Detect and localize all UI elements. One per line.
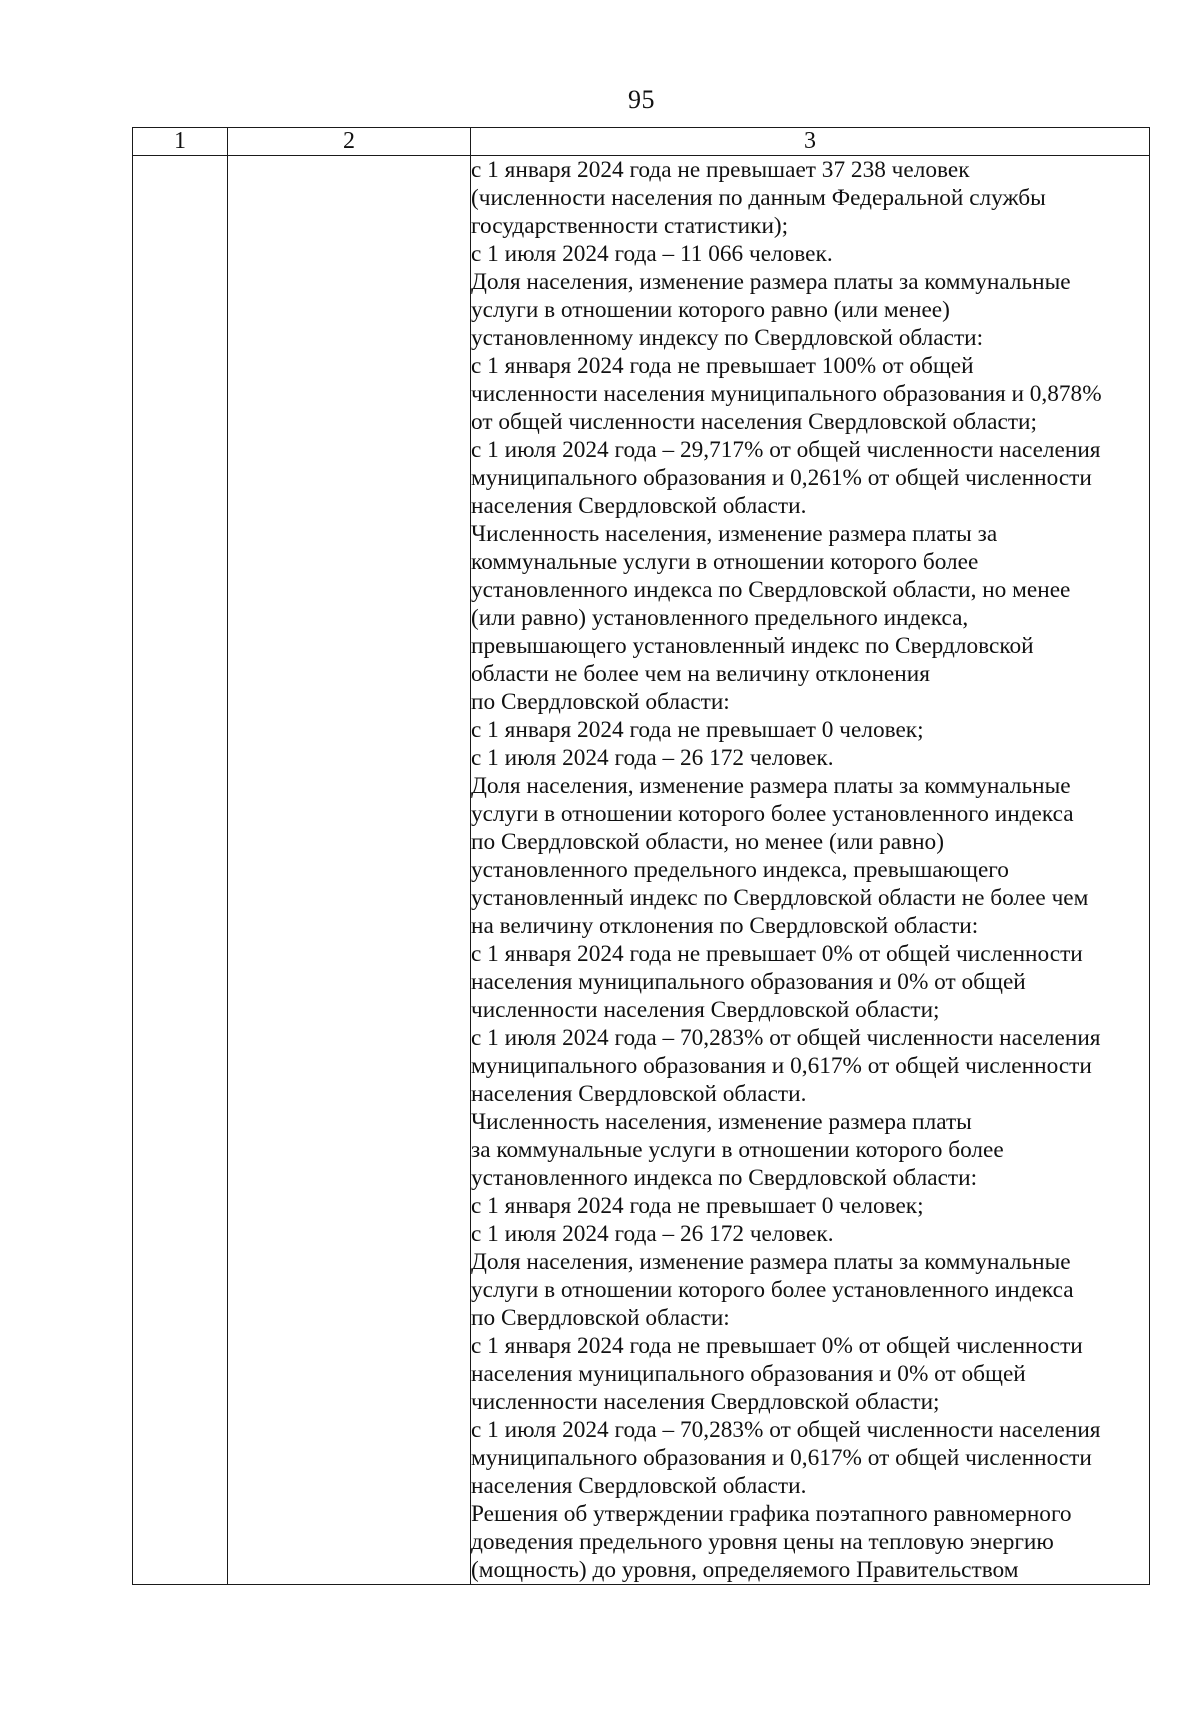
text-line: установленному индексу по Свердловской области: [471,325,984,351]
column-header-1: 1 [133,128,228,156]
text-line: Доля населения, изменение размера платы за коммунальные [471,269,1071,295]
text-line: с 1 июля 2024 года – 29,717% от общей численности населения [471,437,1101,463]
table-row [133,156,1150,1585]
text-line: численности населения Свердловской области; [471,997,940,1023]
table-cell-column-1 [133,156,228,1585]
text-line: доведения предельного уровня цены на тепловую энергию [471,1529,1054,1555]
text-line: установленного индекса по Свердловской области, но менее [471,577,1071,603]
text-line: муниципального образования и 0,617% от общей численности [471,1053,1092,1079]
text-line: установленного предельного индекса, превышающего [471,857,1009,883]
text-line: услуги в отношении которого более установленного индекса [471,801,1074,827]
text-line: Решения об утверждении графика поэтапного равномерного [471,1501,1072,1527]
text-line: услуги в отношении которого более установленного индекса [471,1277,1074,1303]
text-line: населения муниципального образования и 0% от общей [471,1361,1026,1387]
text-line: коммунальные услуги в отношении которого более [471,549,979,575]
table-cell-column-2 [228,156,471,1585]
text-line: области не более чем на величину отклонения [471,661,930,687]
text-line: превышающего установленный индекс по Свердловской [471,633,1034,659]
table-cell-column-3 [471,156,1150,1585]
document-table [132,127,1150,1585]
text-line: установленный индекс по Свердловской области не более чем [471,885,1089,911]
text-line: от общей численности населения Свердловской области; [471,409,1037,435]
column-3-text [471,156,1149,1584]
column-header-3: 3 [471,128,1150,156]
text-line: населения муниципального образования и 0% от общей [471,969,1026,995]
text-line: с 1 января 2024 года не превышает 37 238 человек [471,157,970,183]
text-line: (или равно) установленного предельного индекса, [471,605,969,631]
text-line: с 1 января 2024 года не превышает 0% от общей численности [471,941,1083,967]
text-line: на величину отклонения по Свердловской области: [471,913,979,939]
text-line: с 1 июля 2024 года – 26 172 человек. [471,1221,834,1247]
text-line: населения Свердловской области. [471,493,807,519]
text-line: с 1 января 2024 года не превышает 100% от общей [471,353,974,379]
text-line: с 1 июля 2024 года – 70,283% от общей численности населения [471,1025,1101,1051]
page-number: 95 [628,85,655,114]
text-line: по Свердловской области: [471,1305,730,1331]
text-line: с 1 июля 2024 года – 70,283% от общей численности населения [471,1417,1101,1443]
table-header-row [133,128,1150,156]
text-line: услуги в отношении которого равно (или менее) [471,297,950,323]
text-line: государственности статистики); [471,213,789,239]
text-line: с 1 января 2024 года не превышает 0 человек; [471,1193,924,1219]
text-line: численности населения муниципального образования и 0,878% [471,381,1102,407]
column-header-2: 2 [228,128,471,156]
text-line: населения Свердловской области. [471,1473,807,1499]
text-line: Доля населения, изменение размера платы за коммунальные [471,773,1071,799]
text-line: населения Свердловской области. [471,1081,807,1107]
text-line: с 1 июля 2024 года – 11 066 человек. [471,241,833,267]
text-line: Доля населения, изменение размера платы за коммунальные [471,1249,1071,1275]
text-line: по Свердловской области: [471,689,730,715]
text-line: по Свердловской области, но менее (или равно) [471,829,944,855]
text-line: с 1 января 2024 года не превышает 0 человек; [471,717,924,743]
text-line: с 1 января 2024 года не превышает 0% от общей численности [471,1333,1083,1359]
text-line: Численность населения, изменение размера платы [471,1109,972,1135]
text-line: установленного индекса по Свердловской области: [471,1165,978,1191]
text-line: за коммунальные услуги в отношении которого более [471,1137,1004,1163]
text-line: муниципального образования и 0,261% от общей численности [471,465,1092,491]
text-line: Численность населения, изменение размера платы за [471,521,998,547]
text-line: муниципального образования и 0,617% от общей численности [471,1445,1092,1471]
text-line: численности населения Свердловской области; [471,1389,940,1415]
text-line: (мощность) до уровня, определяемого Правительством [471,1557,1019,1583]
text-line: с 1 июля 2024 года – 26 172 человек. [471,745,834,771]
text-line: (численности населения по данным Федеральной службы [471,185,1046,211]
